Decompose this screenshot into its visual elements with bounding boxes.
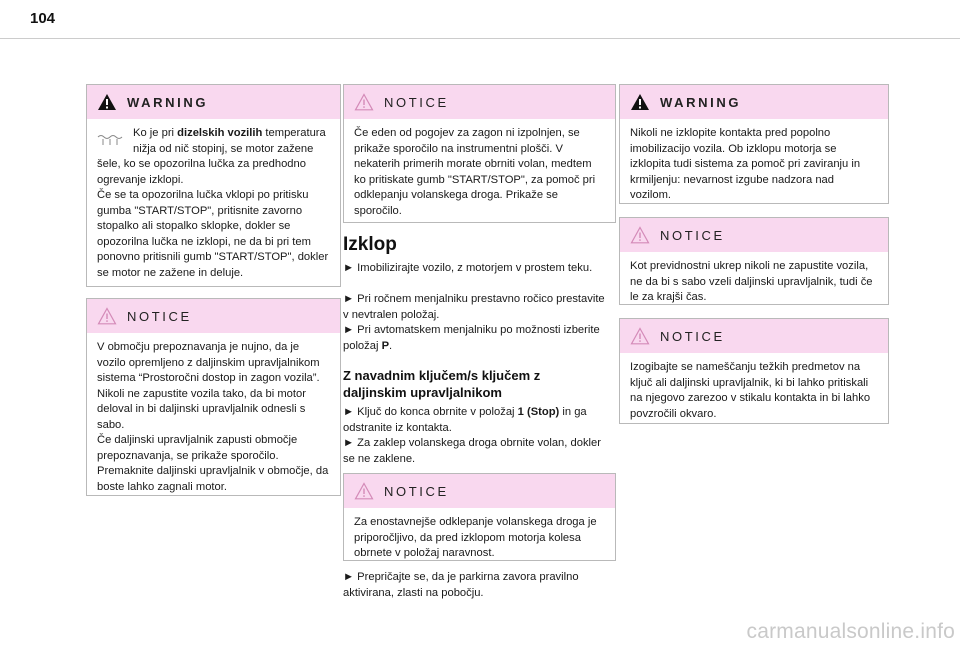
step-text-bold: 1 (Stop) [517,406,560,418]
warning-text-2: Če se ta opozorilna lučka vklopi po pritisku gumba "START/STOP", pritisnite zavorno stopalko ali stopalko sklopke, dokler se opozorilna lučka ne izklopi, ne da bi pri tem ponovno pritisnili gumb "START/STOP", dokler se motor ne zažene in deluje. [97,189,329,279]
step-text-bold: P [381,339,390,352]
warning-box-header [620,85,888,119]
warning-title: WARNING [127,94,209,110]
notice-title: NOTICE [127,308,192,324]
instruction-step [343,405,613,436]
warning-box-diesel [86,84,341,287]
notice-body [344,508,615,570]
notice-body [344,119,615,227]
warning-intro-suffix: temperatura [262,127,326,139]
notice-title: NOTICE [660,227,725,243]
notice-text: Kot previdnostni ukrep nikoli ne zapustite vozila, ne da bi s sabo vzeli daljinski upravljalnik, tudi če le za krajši čas. [630,260,873,303]
warning-title: WARNING [660,94,742,110]
notice-box-header [344,474,615,508]
warning-body [620,119,888,212]
warning-intro [133,126,326,157]
warning-box-ignition [619,84,889,204]
notice-text: Izogibajte se nameščanju težkih predmetov na ključ ali daljinski upravljalnik, ki bi lahko pritiskali na njegovo zarezoo v stikalu kontakta in bi lahko povzročili okvaro. [630,361,871,420]
notice-triangle-icon [354,93,374,111]
notice-body [620,353,888,430]
page-number: 104 [30,10,56,27]
notice-text: Za enostavnejše odklepanje volanskega droga je priporočljivo, da pred izklopom motorja kolesa obrnete v položaj naravnost. [354,516,597,559]
notice-box-header [344,85,615,119]
step-text-suffix: . [389,339,393,352]
notice-text: V območju prepoznavanja je nujno, da je vozilo opremljeno z daljinskim upravljalnikom sistema “Prostoročni dostop in zagon vozila”. Nikoli ne zapustite vozila tako, da bi motor deloval in bi daljinski upravljalnik odnesli s sabo. [97,341,320,431]
notice-text-2: Če daljinski upravljalnik zapusti območje prepoznavanja, se prikaže sporočilo. Premaknite daljinski upravljalnik v območje, da boste lahko zagnali motor. [97,434,329,493]
notice-body [87,333,340,503]
notice-triangle-icon [630,327,650,345]
notice-box-header [87,299,340,333]
section-heading-izklop: Izklop [343,234,397,255]
notice-triangle-icon [630,226,650,244]
warning-text: Nikoli ne izklopite kontakta pred popolno imobilizacijo vozila. Ob izklopu motorja se izklopita tudi sistema za pomoč pri zaviranju in krmiljenju: nevarnost izgube nadzora nad vozilom. [630,127,861,201]
warning-text: šele, ko se opozorilna lučka za predhodno ogrevanje izklopi. [97,158,306,186]
notice-box-header [620,319,888,353]
warning-body [87,119,340,289]
notice-triangle-icon [97,307,117,325]
notice-text: Če eden od pogojev za zagon ni izpolnjen, se prikaže sporočilo na instrumentni plošči. V nekaterih primerih morate obrniti volan, medtem ko pritiskate gumb "START/STOP", za pomoč pri odklepanju volanskega droga. Prikaže se sporočilo. [354,127,596,217]
warning-triangle-icon [630,93,650,111]
instruction-step [343,323,613,354]
warning-intro-prefix: Ko je pri [133,127,178,139]
warning-intro-line2: nižja od nič stopinj, se motor zažene [133,142,314,155]
subsection-heading: Z navadnim ključem/s ključem z daljinskim upravljalnikom [343,368,541,400]
instruction-step: ► Za zaklep volanskega droga obrnite volan, dokler se ne zaklene. [343,437,601,465]
notice-box-remote-control [619,217,889,305]
notice-box-start-conditions [343,84,616,223]
instruction-step: ► Imobilizirajte vozilo, z motorjem v prostem teku. [343,262,593,274]
notice-box-steering-lock [343,473,616,561]
notice-title: NOTICE [660,328,725,344]
notice-box-detection-zone [86,298,341,496]
warning-triangle-icon [97,93,117,111]
instruction-step: ► Prepričajte se, da je parkirna zavora pravilno aktivirana, zlasti na pobočju. [343,571,579,599]
instruction-step: ► Pri ročnem menjalniku prestavno ročico prestavite v nevtralen položaj. [343,293,605,321]
notice-box-heavy-objects [619,318,889,424]
step-text-prefix: ► Ključ do konca obrnite v položaj [343,406,518,418]
header-divider [0,38,960,39]
notice-title: NOTICE [384,94,449,110]
warning-box-header [87,85,340,119]
site-watermark: carmanualsonline.info [746,620,955,643]
preheating-glow-plug-icon [97,126,133,157]
warning-intro-bold: dizelskih vozilih [177,127,263,139]
step-text-suffix: in ga odstranite iz kontakta. [343,406,587,434]
notice-box-header [620,218,888,252]
notice-triangle-icon [354,482,374,500]
notice-body [620,252,888,314]
step-text-prefix: ► Pri avtomatskem menjalniku po možnosti izberite položaj [343,324,600,352]
notice-title: NOTICE [384,483,449,499]
